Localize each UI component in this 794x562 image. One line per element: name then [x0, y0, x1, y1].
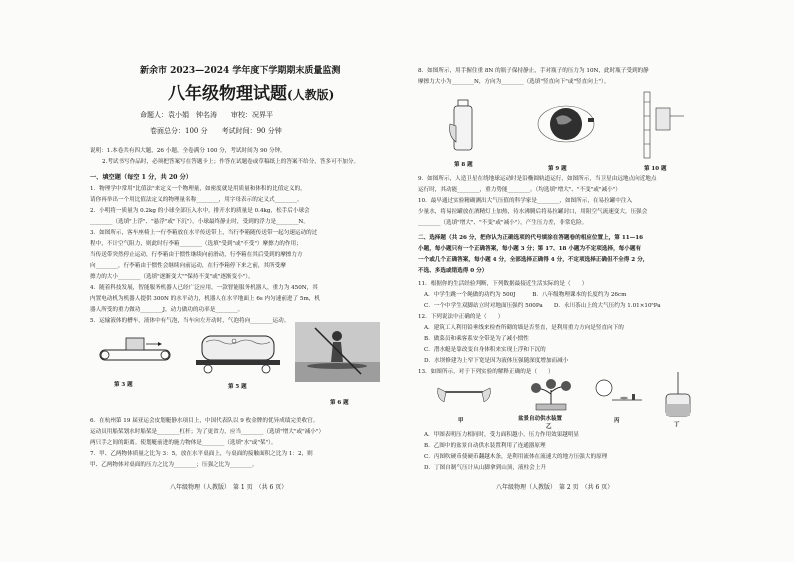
figure-label: 甲	[458, 418, 464, 424]
figure-caption: 第 10 题	[644, 166, 667, 172]
question-line: 向________，行李箱由于惯性会继续向前运动，在行李箱停下来之前，其所受摩	[90, 263, 286, 269]
figure-label: 丁	[674, 422, 680, 428]
question-line: 10．最早通过实验精确测出大气压值的科学家是________，如图所示，在易拉罐中注入	[418, 198, 633, 204]
page-footer: 八年级物理（人教版） 第 2 页 （共 6 页）	[496, 484, 614, 491]
note-1: 说明：1.本卷共有四大题，26 小题，全卷满分 100 分，考试时间为 90 分钟。	[90, 148, 286, 154]
option-line: A．中学生跳一个绳做的功约为 500J B．八年级物理课本的长度约为 26cm	[424, 292, 627, 298]
section-2-line: 小题，每小题只有一个正确答案，每小题 3 分；第 17、18 小题为不定项选择，每小题有	[418, 246, 642, 252]
question-line: 2．小明将一质量为 0.2kg 的小球全部压入水中，排开水的质量是 0.4kg，松手后小球会	[90, 208, 310, 214]
option-line: D．水坝修建为上窄下宽是因为液体压强随深度增加而减小	[424, 358, 569, 364]
figure-label: 丙	[614, 418, 620, 424]
question-line: 9．如图所示，人造卫星在绕地球运动时是沿椭圆轨道运行，如图所示，当卫星由远地点向近地点	[418, 176, 657, 182]
question-line: 少量水，将易拉罐放在酒精灯上加热，待水沸腾后将易拉罐封口，用阻空气流速变大，压强会	[418, 209, 648, 215]
section-2-line: 不选、多选或错选得 0 分）	[418, 268, 488, 274]
section-2-heading: 二、选择题（共 26 分，把你认为正确选项的代号填涂在答题卷的相应位置上，第 11—16	[418, 235, 643, 241]
pencil-press-figure	[436, 378, 492, 414]
conveyor-belt-figure	[96, 332, 176, 372]
exam-main-title	[168, 84, 334, 105]
figure-label: 乙	[546, 424, 552, 430]
option-line: D．丁图自制气压计从山脚拿到山顶，液柱会上升	[424, 465, 546, 471]
heated-can-figure	[630, 86, 690, 162]
score-time-line: 卷面总分：100 分 考试时间：90 分钟	[150, 127, 282, 135]
question-line: 12．下列说法中正确的是（ ）	[418, 314, 504, 320]
authors-line: 命题人：袁小娟 钟名涛 审校：况界平	[140, 111, 273, 119]
page-footer: 八年级物理（人教版） 第 1 页 （共 6 页）	[170, 484, 288, 491]
section-1-heading: 一、填空题（每空 1 分，共 20 分）	[90, 174, 192, 181]
question-line: 4．随着科技发展，智能服务机器人已经广泛应用，一款智能服务机器人，重力为 450N，其	[90, 285, 318, 291]
option-line: A．甲图表明压力相同时，受力面积越小，压力作用效果越明显	[424, 432, 580, 438]
exam-title-line: 新余市 2023—2024 学年度下学期期末质量监测	[140, 66, 341, 76]
edition-label: (人教版)	[287, 88, 335, 102]
figure-caption: 第 6 题	[330, 400, 349, 406]
question-line: 程中，不计空气阻力，则此时行李箱________（选填"受到"或"不受"）摩擦力的作用；	[90, 241, 302, 247]
question-line: 13．如图所示，对于下列实验的解释正确的是（ ）	[418, 369, 554, 375]
question-line: 运行时，其动能________，重力势能________。（均选填"增大"、"不变"或"减小"）	[418, 187, 621, 193]
question-line: 7．甲、乙两物体质量之比为 3：5，放在水平桌面上，与桌面的接触面积之比为 1：2，则	[90, 451, 313, 457]
tank-truck-figure	[194, 332, 284, 376]
figure-caption: 第 9 题	[548, 166, 567, 172]
question-line: 擦力的大小________（选填"逐渐变大""保持不变"或"逐渐变小"）。	[90, 274, 254, 280]
main-title-text: 八年级物理试题	[168, 84, 287, 104]
auto-water-bonsai-figure	[522, 376, 578, 414]
earth-satellite-figure	[536, 92, 596, 156]
question-line: ________（选填"上浮"、"悬浮"或"下沉"），小球最终静止时，受到的浮力是________N。	[90, 219, 309, 225]
question-line: 3．如图所示，客车座椅上一行李箱放在水平传送带上，当行李箱随传送带一起匀速运动的过	[90, 230, 318, 236]
question-line: ________（选填"增大"、"不变"或"减小"），产生压力差，非常危险。	[418, 220, 588, 226]
option-line: C．一个中学生双脚站立时对地面压强约 500Pa D．永川茶山上的大气压约为 1.01×10⁵Pa	[424, 303, 661, 309]
question-line: 5．运输液体的槽车，液体中有气泡，当车向左开动时，气泡将向________运动。	[90, 318, 290, 324]
question-line: 当传送带突然停止运动，行李箱由于惯性继续向前滑动，行李箱在其后受到的摩擦力方	[90, 252, 303, 258]
question-line: 请你再举出一个用比值法定义的物理量名称________，用字母表示的定义式________。	[90, 197, 303, 203]
note-2: 2.考试书写作品时，必须把答案写在答题卡上；作答在试题卷或草稿纸上的答案不给分，答多可不加分。	[102, 159, 360, 165]
option-line: B．做菜员和乘客系安全带是为了减小惯性	[424, 336, 529, 342]
option-line: C．潜水艇是靠改变自身体积来实现上浮和下沉的	[424, 347, 546, 353]
question-line: 6．在杭州第 19 届亚运会皮划艇静水项目上，中国代表队以 9 枚金牌的优异成绩完美收官。	[90, 418, 319, 424]
option-line: B．乙图中的盆景自动供水装置利用了连通器原理	[424, 443, 546, 449]
option-line: A．建筑工人利用铅垂线来检查所砌的墙是否竖直，是利用重力方向是竖直向下的	[424, 325, 624, 331]
figure-caption: 第 3 题	[114, 382, 133, 388]
bottle-figure	[446, 96, 486, 156]
figure-label: 盆景自动供水装置	[518, 416, 563, 422]
kayak-photo-figure	[295, 322, 380, 382]
question-line: 1．物理学中常用"比值法"来定义一个物理量，如密度就是用质量和体积的比值定义的，	[90, 186, 306, 192]
question-line: 内置电动机为机器人提供 300N 的水平动力，机器人在水平地面上 6s 内匀速前进了 5m，机	[90, 296, 320, 302]
figure-caption: 第 8 题	[454, 162, 473, 168]
question-line: 11．根据你的生活经验判断，下列数据最接近生活实际的是（ ）	[418, 281, 588, 287]
page-2	[418, 0, 708, 562]
option-line: C．丙图吹硬币使硬币翻越木条，是利用流体在流速大的地方压强大的原理	[424, 454, 608, 460]
question-line: 运动员用船桨划水时船桨是________杠杆；为了更省力，应当________（选填"增大"或"减小"）	[90, 429, 325, 435]
figure-caption: 第 5 题	[228, 384, 247, 390]
blow-coin-figure	[594, 376, 644, 412]
question-line: 甲、乙两物体对桌面的压力之比为________；压强之比为________。	[90, 462, 258, 468]
question-line: 器人所受的重力做功________J，动力做功的功率是________。	[90, 307, 244, 313]
page-1	[90, 0, 395, 562]
question-line: 8．如图所示，用手握住重 8N 的瓶子保持静止，手对瓶子的压力为 10N，此时瓶子受到的静	[418, 68, 649, 74]
section-2-line: 一个或几个正确答案，每小题 4 分，全部选择正确得 4 分，不定项选择正确但不全得 2 分，	[418, 257, 649, 263]
question-line: 摩擦力大小为________N，方向为________（选填"竖直向下"或"竖直向上"）。	[418, 79, 610, 85]
question-line: 两只手之间的距离。使划艇前进的施力物体是________（选填"水"或"桨"）。	[90, 440, 277, 446]
barometer-bottle-figure	[658, 370, 698, 418]
